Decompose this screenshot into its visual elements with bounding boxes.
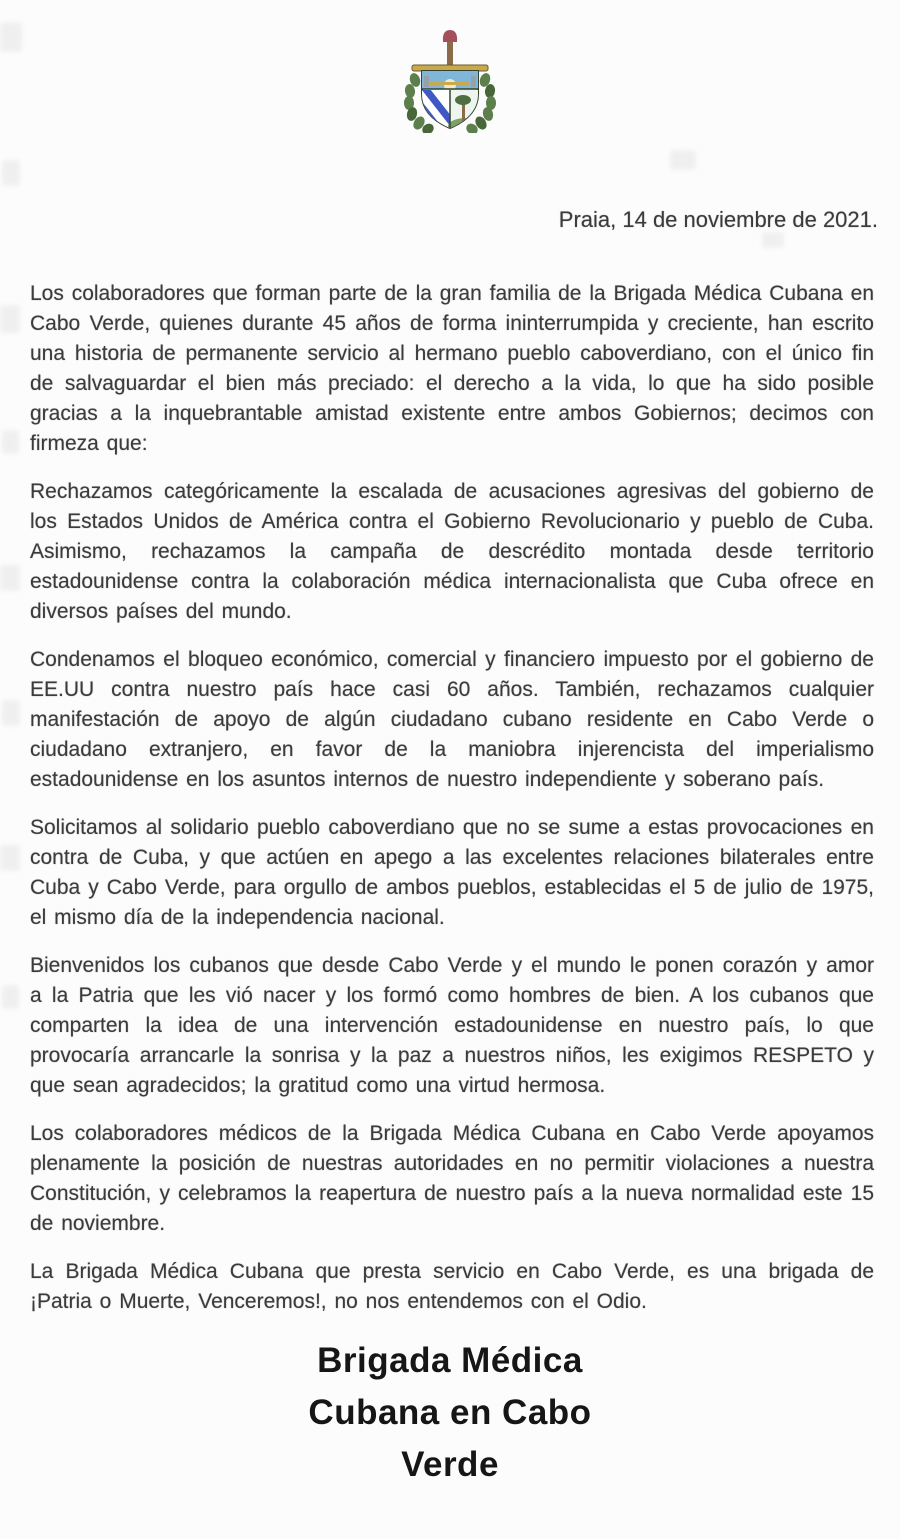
emblem-container	[0, 0, 900, 133]
paragraph-2: Rechazamos categóricamente la escalada de acusaciones agresivas del gobierno de los Estados Unidos de América contra el Gobierno Revolucionario y pueblo de Cuba. Asimismo, rechazamos la campaña de descrédito montada desde territorio estadounidense contra la colaboración médica internacionalista que Cuba ofrece en diversos países del mundo.	[30, 480, 874, 623]
left-rock	[424, 76, 429, 87]
right-rock	[471, 76, 476, 87]
scan-artifact	[2, 160, 20, 186]
scan-artifact	[670, 150, 696, 170]
scan-artifact	[0, 305, 20, 333]
cuban-coat-of-arms-icon	[394, 28, 506, 133]
scan-artifact	[2, 430, 19, 454]
scan-artifact	[0, 845, 20, 871]
dateline: Praia, 14 de noviembre de 2021.	[558, 207, 878, 232]
signature-line: Brigada Médica	[317, 1341, 583, 1380]
scan-artifact	[2, 700, 20, 726]
paragraph-4: Solicitamos al solidario pueblo caboverdiano que no se sume a estas provocaciones en contra de Cuba, y que actúen en apego a las excelentes relaciones bilaterales entre Cuba y Cabo Verde, para orgullo de ambos pueblos, establecidas el 5 de julio de 1975, el mismo día de la independencia nacional.	[30, 816, 874, 929]
golden-key	[430, 82, 470, 85]
paragraph-1: Los colaboradores que forman parte de la gran familia de la Brigada Médica Cubana en Cabo Verde, quienes durante 45 años de forma ininterrumpida y creciente, han escrito una historia de permanente servicio al hermano pueblo caboverdiano, con el único fin de salvaguardar el bien más preciado: el derecho a la vida, lo que ha sido posible gracias a la inquebrantable amistad existente entre ambos Gobiernos; decimos con firmeza que:	[30, 282, 875, 455]
scan-artifact	[762, 232, 784, 248]
scan-artifact	[0, 565, 20, 591]
signature-line: Verde	[401, 1445, 499, 1484]
scan-artifact	[2, 985, 19, 1009]
paragraph-7: La Brigada Médica Cubana que presta servicio en Cabo Verde, es una brigada de ¡Patria o Muerte, Venceremos!, no nos entendemos con el Odio.	[30, 1260, 874, 1313]
signature-line: Cubana en Cabo	[308, 1393, 592, 1432]
phrygian-cap	[443, 30, 457, 42]
paragraph-6: Los colaboradores médicos de la Brigada Médica Cubana en Cabo Verde apoyamos plenamente la posición de nuestras autoridades en no permitir violaciones a nuestra Constitución, y celebramos la reapertura de nuestro país a la nueva normalidad este 15 de noviembre.	[30, 1122, 874, 1235]
paragraph-3: Condenamos el bloqueo económico, comercial y financiero impuesto por el gobierno de EE.UU contra nuestro país hace casi 60 años. También, rechazamos cualquier manifestación de apoyo de algún ciudadano cubano residente en Cabo Verde o ciudadano extranjero, en favor de la maniobra injerencista del imperialismo estadounidense en los asuntos internos de nuestro independiente y soberano país.	[30, 648, 874, 791]
scan-artifact	[0, 22, 22, 52]
paragraph-5: Bienvenidos los cubanos que desde Cabo Verde y el mundo le ponen corazón y amor a la Patria que les vió nacer y los formó como hombres de bien. A los cubanos que comparten la idea de una intervención estadounidense en nuestro país, lo que provocaría arrancarle la sonrisa y la paz a nuestros niños, les exigimos RESPETO y que sean agradecidos; la gratitud como una virtud hermosa.	[30, 954, 874, 1097]
signature	[0, 1335, 900, 1491]
letter-body	[0, 279, 900, 1317]
